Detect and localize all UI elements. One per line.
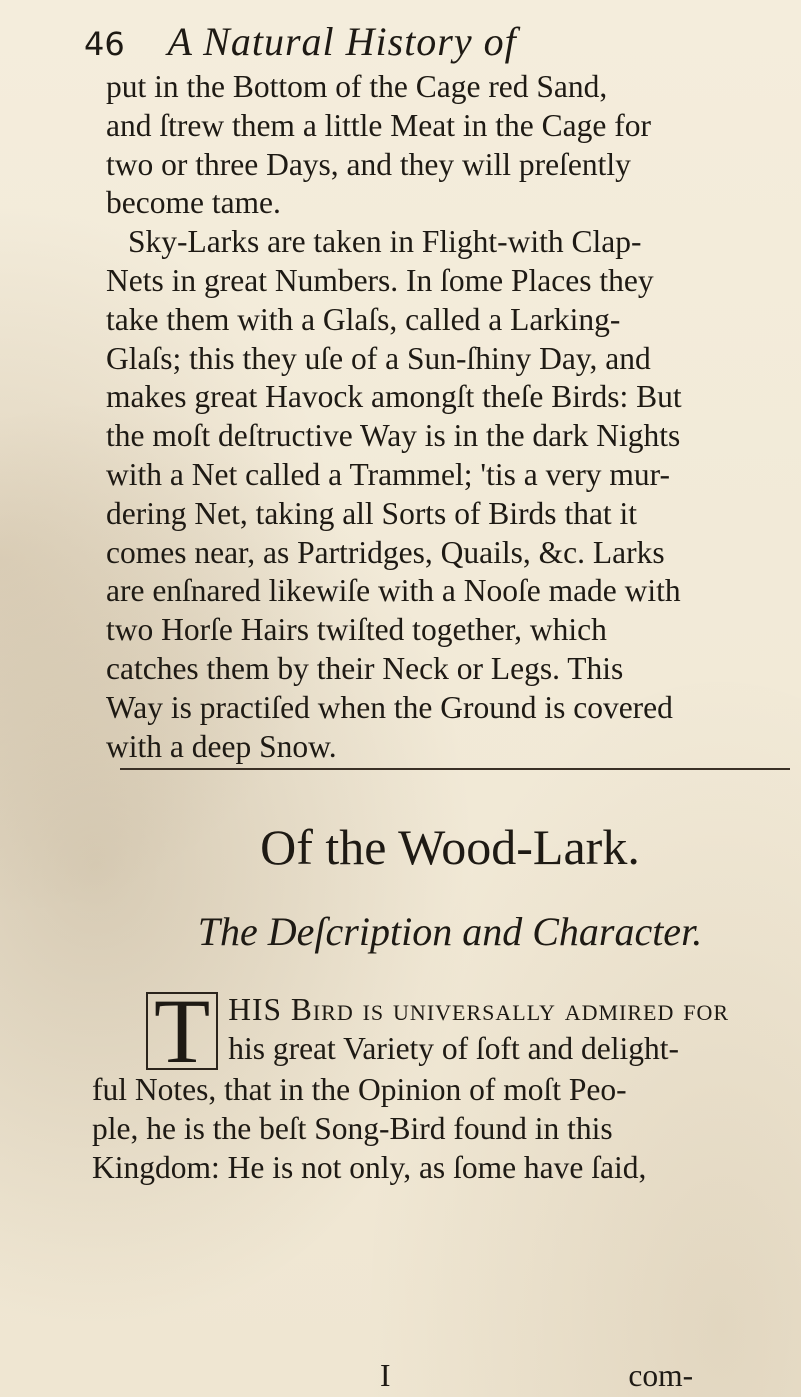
catchword: com- (628, 1358, 694, 1393)
text-line: dering Net, taking all Sorts of Birds that it (106, 495, 638, 531)
text-line: take them with a Glaſs, called a Larking- (106, 301, 621, 337)
page-footer (380, 1358, 760, 1394)
text-line: ple, he is the beſt Song-Bird found in this (92, 1111, 613, 1146)
text-line: his great Variety of ſoft and delight- (228, 1031, 680, 1066)
text-line: with a deep Snow. (106, 728, 337, 764)
drop-cap: T (146, 992, 218, 1070)
section-title: Of the Wood-Lark. (260, 819, 640, 875)
text-line: ful Notes, that in the Opinion of moſt Peo- (92, 1072, 627, 1107)
running-title: A Natural History of (167, 19, 517, 64)
text-line: put in the Bottom of the Cage red Sand, (106, 69, 608, 104)
text-line: Nets in great Numbers. In ſome Places they (106, 262, 654, 298)
text-line: Way is practiſed when the Ground is covered (106, 689, 673, 725)
page-number: 46 (84, 25, 125, 63)
text-line: become tame. (106, 185, 281, 221)
text-line: with a Net called a Trammel; 'tis a very mur- (106, 456, 671, 492)
text-line: two Horſe Hairs twiſted together, which (106, 612, 607, 648)
text-line: and ſtrew them a little Meat in the Cage for (106, 107, 651, 143)
text-line: Sky-Larks are taken in Flight-with Clap- (128, 224, 642, 260)
text-line: the moſt deſtructive Way is in the dark Nights (106, 418, 681, 454)
main-text (106, 68, 796, 766)
text-line: Kingdom: He is not only, as ſome have ſaid, (92, 1150, 647, 1185)
text-line: are enſnared likewiſe with a Nooſe made with (106, 573, 681, 609)
signature-mark: I (380, 1358, 391, 1393)
section-text (92, 980, 796, 1187)
text-line: two or three Days, and they will preſently (106, 146, 631, 182)
text-line: makes great Havock amongſt theſe Birds: But (106, 379, 682, 415)
text-line: catches them by their Neck or Legs. This (106, 650, 624, 686)
section-subtitle: The Deſcription and Character. (197, 909, 703, 954)
text-line: HIS Bird is univerſally admired for (228, 992, 730, 1027)
text-line: Glaſs; this they uſe of a Sun-ſhiny Day, and (106, 340, 651, 376)
text-line: comes near, as Partridges, Quails, &c. Larks (106, 534, 665, 570)
section-divider (120, 768, 790, 770)
page-header (84, 18, 724, 65)
